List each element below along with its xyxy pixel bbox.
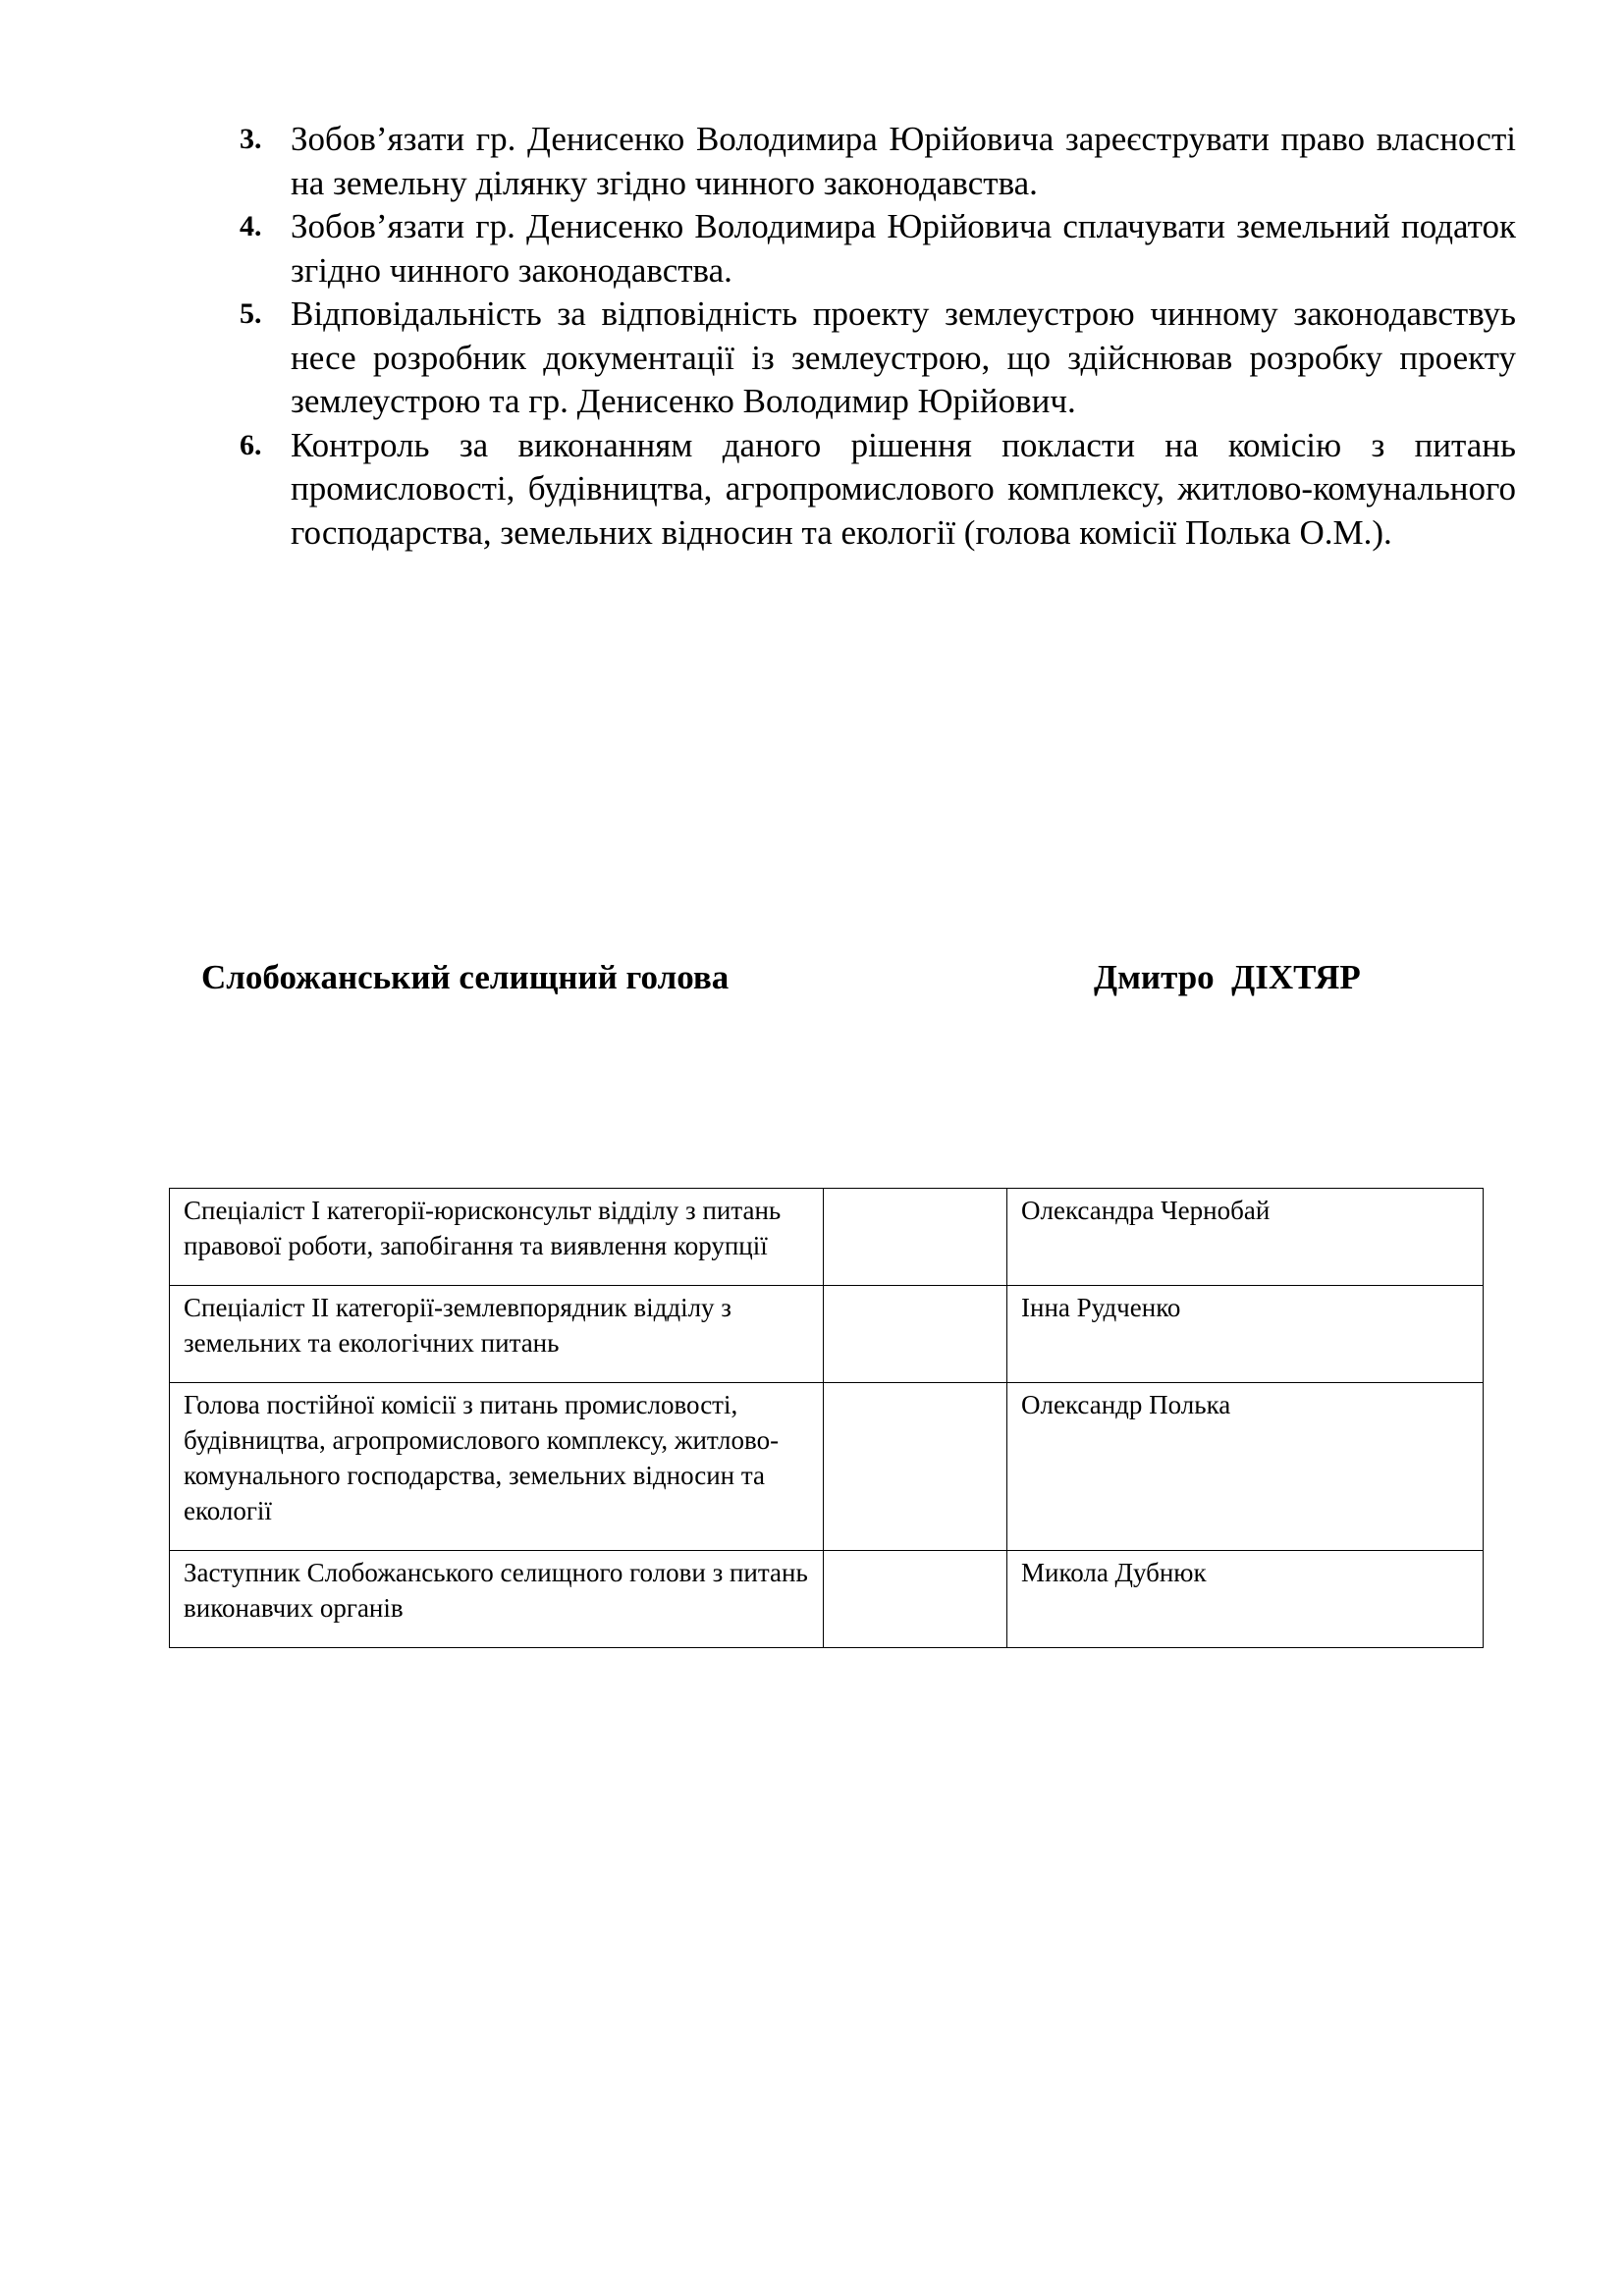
signatory-name: Дмитро ДІХТЯР	[1094, 958, 1361, 996]
approver-position: Спеціаліст ІІ категорії-землевпорядник відділу з земельних та екологічних питань	[170, 1286, 824, 1383]
list-item	[240, 424, 1516, 556]
list-item-number: 6.	[240, 428, 262, 461]
list-item-text: Зобов’язати гр. Денисенко Володимира Юрійовича сплачувати земельний податок згідно чинного законодавства.	[291, 207, 1516, 290]
list-item-number: 4.	[240, 210, 262, 242]
table-row	[170, 1189, 1484, 1286]
list-item	[240, 205, 1516, 293]
signature-cell	[824, 1551, 1007, 1648]
signature-cell	[824, 1189, 1007, 1286]
list-item-text: Зобов’язати гр. Денисенко Володимира Юрійовича зареєструвати право власності на земельну ділянку згідно чинного законодавства.	[291, 120, 1516, 202]
table-row	[170, 1551, 1484, 1648]
decision-items-list	[240, 118, 1516, 555]
list-item	[240, 293, 1516, 424]
table-row	[170, 1383, 1484, 1551]
list-item-text: Відповідальність за відповідність проекту землеустрою чинному законодавствуь несе розробник документації із землеустрою, що здійснював розробку проекту землеустрою та гр. Денисенко Володимир Юрійович.	[291, 294, 1516, 420]
approver-name: Олександра Чернобай	[1007, 1189, 1484, 1286]
signatory-position: Слобожанський селищний голова	[201, 958, 730, 996]
approval-table	[169, 1188, 1484, 1648]
signature-cell	[824, 1286, 1007, 1383]
list-item-text: Контроль за виконанням даного рішення покласти на комісію з питань промисловості, будівництва, агропромислового комплексу, житлово-комунального господарства, земельних відносин та екології (голова комісії Полька О.М.).	[291, 425, 1516, 552]
approver-position: Голова постійної комісії з питань промисловості, будівництва, агропромислового комплексу, житлово-комунального господарства, земельних відносин та екології	[170, 1383, 824, 1551]
approver-position: Заступник Слобожанського селищного голови з питань виконавчих органів	[170, 1551, 824, 1648]
table-row	[170, 1286, 1484, 1383]
list-item	[240, 118, 1516, 205]
approver-name: Олександр Полька	[1007, 1383, 1484, 1551]
approver-name: Інна Рудченко	[1007, 1286, 1484, 1383]
list-item-number: 5.	[240, 297, 262, 330]
signature-cell	[824, 1383, 1007, 1551]
approver-position: Спеціаліст І категорії-юрисконсульт відділу з питань правової роботи, запобігання та виявлення корупції	[170, 1189, 824, 1286]
list-item-number: 3.	[240, 123, 262, 155]
approver-name: Микола Дубнюк	[1007, 1551, 1484, 1648]
